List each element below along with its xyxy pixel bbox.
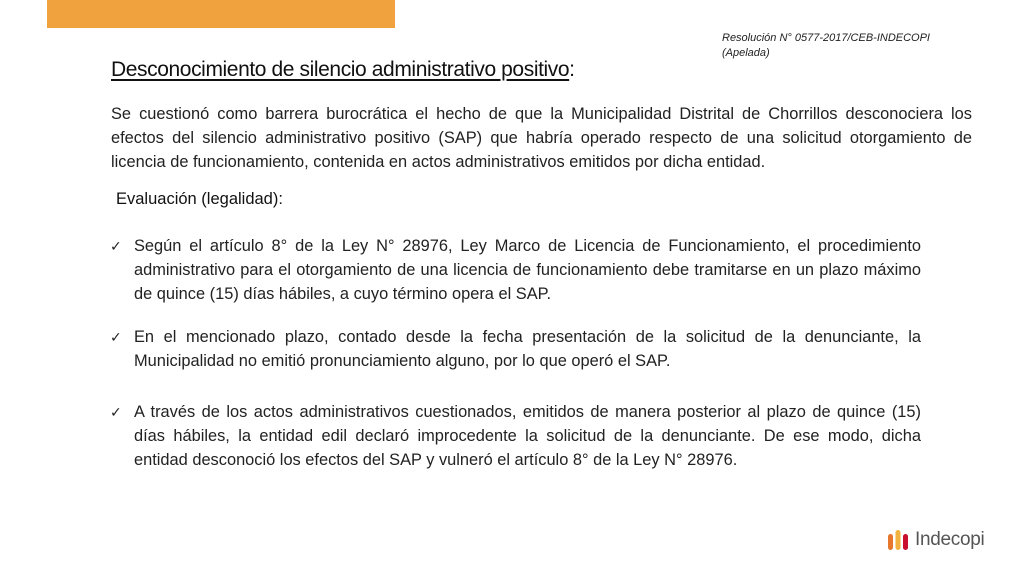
check-icon: ✓ — [110, 329, 122, 345]
indecopi-logo-icon — [887, 528, 909, 552]
bullet-text: En el mencionado plazo, contado desde la fecha presentación de la solicitud de la denunciante, la Municipalidad no emitió pronunciamiento alguno, por lo que operó el SAP. — [134, 328, 921, 370]
page-title-text: Desconocimiento de silencio administrativo positivo — [111, 58, 570, 81]
bullet-text: A través de los actos administrativos cuestionados, emitidos de manera posterior al plazo de quince (15) días hábiles, la entidad edil declaró improcedente la solicitud de la denunciante. De ese modo, dicha entidad desconoció los efectos del SAP y vulneró el artículo 8° de la Ley N° 28976. — [134, 403, 921, 469]
logo-text: Indecopi — [915, 529, 985, 550]
bullet-item — [110, 325, 921, 373]
check-icon: ✓ — [110, 404, 122, 420]
page-title-colon: : — [569, 58, 575, 81]
page-title — [111, 58, 575, 82]
check-icon: ✓ — [110, 238, 122, 254]
resolution-reference — [722, 31, 982, 61]
resolution-number: Resolución N° 0577-2017/CEB-INDECOPI — [722, 32, 930, 44]
bullet-item — [110, 400, 921, 472]
top-accent-bar — [47, 0, 395, 28]
bullet-text: Según el artículo 8° de la Ley N° 28976, Ley Marco de Licencia de Funcionamiento, el procedimiento administrativo para el otorgamiento de una licencia de funcionamiento debe tramitarse en un plazo máximo de quince (15) días hábiles, a cuyo término opera el SAP. — [134, 237, 921, 303]
intro-paragraph: Se cuestionó como barrera burocrática el hecho de que la Municipalidad Distrital de Chorrillos desconociera los efectos del silencio administrativo positivo (SAP) que habría operado respecto de una solicitud otorgamiento de licencia de funcionamiento, contenida en actos administrativos emitidos por dicha entidad. — [111, 105, 972, 171]
evaluation-heading: Evaluación (legalidad): — [116, 190, 283, 208]
indecopi-logo — [887, 528, 984, 552]
resolution-status: (Apelada) — [722, 47, 770, 59]
bullet-item — [110, 234, 921, 306]
